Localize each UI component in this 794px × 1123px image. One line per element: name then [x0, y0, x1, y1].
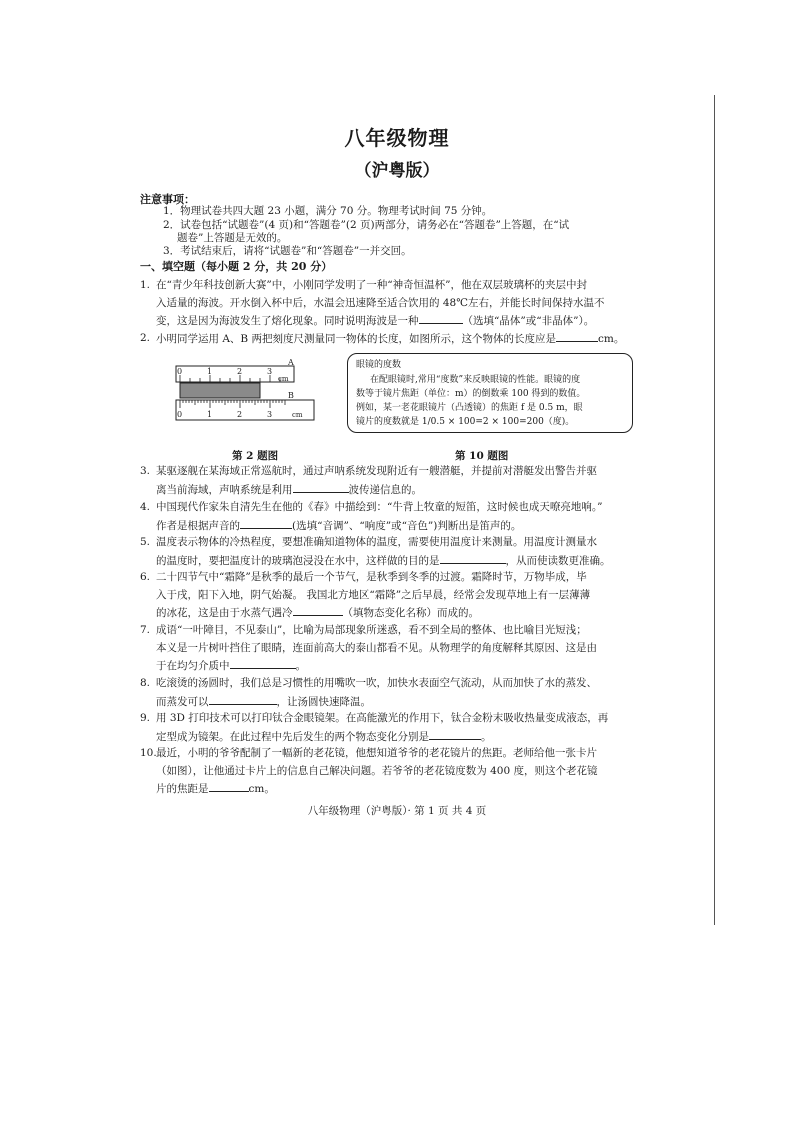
answer-blank[interactable] [440, 552, 506, 564]
question-line: 成语“一叶障目，不见泰山”，比喻为局部现象所迷惑，看不到全局的整体、也比喻目光短浅； [156, 624, 587, 636]
question-line: 离当前海域，声呐系统是利用 [156, 483, 293, 496]
question-line: 片的焦距是 [156, 783, 209, 795]
question-line: 某驱逐舰在某海域正常巡航时，通过声呐系统发现附近有一艘潜艇，并提前对潜艇发出警告并驱 [156, 465, 597, 477]
question-6 [140, 569, 700, 623]
ruler-a-tick-2: 2 [237, 367, 243, 376]
ruler-a-tick-1: 1 [207, 367, 213, 376]
notes-heading: 注意事项： [140, 193, 195, 206]
answer-blank[interactable] [293, 604, 343, 616]
page-footer: 八年级物理（沪粤版）· 第 1 页 共 4 页 [307, 805, 487, 817]
question-number: 3. [140, 465, 151, 477]
ruler-b-tick-0: 0 [177, 410, 183, 419]
question-tail: 波传递信息的。 [348, 483, 422, 496]
answer-blank[interactable] [230, 657, 296, 669]
question-line: 二十四节气中“霜降”是秋季的最后一个节气，是秋季到冬季的过渡。霜降时节，万物毕成，毕 [156, 571, 587, 583]
question-number: 4. [140, 501, 151, 513]
question-line: 中国现代作家朱自清先生在他的《春》中描绘到：“牛背上牧童的短笛，这时候也成天嘹亮地响。” [156, 501, 603, 513]
question-line: 本义是一片树叶挡住了眼睛，连面前高大的泰山都看不见。从物理学的角度解释其原因、这是由 [156, 641, 597, 654]
question-line: 变，这是因为海波发生了熔化现象。同时说明海波是一种 [156, 315, 419, 327]
ruler-figure [170, 356, 320, 428]
question-number: 8. [140, 677, 151, 689]
question-tail: （填物态变化名称）而成的。 [342, 607, 479, 619]
ruler-a-tick-0: 0 [177, 367, 183, 376]
figure-10-caption: 第 10 题图 [455, 450, 509, 462]
question-7 [140, 622, 700, 676]
question-line: 在“青少年科技创新大赛”中，小刚同学发明了一种“神奇恒温杯”，他在双层玻璃杯的夹层中封 [156, 279, 587, 291]
question-line: 小明同学运用 A、B 两把刻度尺测量同一物体的长度，如图所示，这个物体的长度应是 [156, 333, 556, 345]
page-subtitle: （沪粤版） [354, 161, 440, 181]
info-card [347, 353, 633, 433]
note-item: 3．考试结束后，请将“试题卷”和“答题卷”一并交回。 [163, 245, 412, 257]
question-tail: cm。 [248, 783, 275, 795]
ruler-a-unit: cm [278, 375, 289, 383]
ruler-a-body [176, 366, 294, 382]
question-4 [140, 499, 700, 535]
question-line: 的冰花，这是由于水蒸气遇冷 [156, 607, 293, 619]
question-8 [140, 675, 700, 711]
ruler-a-tick-3: 3 [267, 367, 273, 376]
question-line: 入于戌，阳下入地，阴气始凝。 我国北方地区“霜降”之后早晨，经常会发现草地上有一层薄薄 [156, 588, 591, 601]
note-item: 2．试卷包括“试题卷”(4 页)和“答题卷”(2 页)两部分，请务必在“答题卷”上答题，在“试 [163, 219, 570, 231]
question-tail: 。 [295, 660, 306, 672]
question-tail: (选填“音调”、“响度”或“音色”)判断出是笛声的。 [292, 519, 522, 532]
question-tail: （选填“晶体”或“非晶体”）。 [462, 315, 595, 327]
question-number: 1. [140, 279, 151, 291]
answer-blank[interactable] [429, 728, 481, 740]
question-line: 而蒸发可以 [156, 695, 209, 708]
question-number: 6. [140, 571, 151, 583]
question-line: 定型成为镜架。在此过程中先后发生的两个物态变化分别是 [156, 730, 429, 743]
answer-blank[interactable] [556, 330, 598, 342]
answer-blank[interactable] [209, 780, 249, 792]
question-3 [140, 463, 700, 499]
question-line: 温度表示物体的冷热程度，要想准确知道物体的温度，需要使用温度计来测量。用温度计测量水 [156, 536, 597, 548]
question-line: 用 3D 打印技术可以打印钛合金眼镜架。在高能激光的作用下，钛合金粉末吸收热量变成液态，再 [156, 712, 609, 724]
question-number: 2. [140, 332, 151, 344]
figure-2-caption: 第 2 题图 [232, 450, 279, 462]
ruler-b-label: B [288, 391, 294, 400]
question-line: 吃滚烫的汤圆时，我们总是习惯性的用嘴吹一吹，加快水表面空气流动，从而加快了水的蒸发、 [156, 677, 597, 689]
note-item: 1．物理试卷共四大题 23 小题，满分 70 分。物理考试时间 75 分钟。 [163, 205, 493, 217]
question-line: 入适量的海波。开水倒入杯中后，水温会迅速降至适合饮用的 48℃左右，并能长时间保持水温不 [156, 296, 605, 309]
question-10 [140, 745, 700, 799]
answer-blank[interactable] [240, 517, 292, 529]
info-card-line: 数等于镜片焦距（单位：m）的倒数乘 100 得到的数值。 [356, 389, 586, 399]
question-line: （如图），让他通过卡片上的信息自己解决问题。若爷爷的老花镜度数为 400 度，则这个老花镜 [156, 764, 598, 777]
question-2 [140, 330, 700, 349]
question-tail: cm。 [597, 333, 625, 345]
question-line: 于在均匀介质中 [156, 660, 230, 672]
question-1 [140, 277, 700, 331]
ruler-b-unit: cm [292, 411, 303, 419]
question-number: 7. [140, 624, 151, 636]
ruler-a-label: A [288, 358, 294, 367]
question-9 [140, 710, 700, 746]
question-number: 5. [140, 536, 151, 548]
question-5 [140, 534, 700, 570]
info-card-title: 眼镜的度数 [356, 360, 402, 370]
question-number: 10. [140, 747, 157, 759]
margin-line [714, 95, 715, 925]
answer-blank[interactable] [293, 481, 349, 493]
answer-blank[interactable] [419, 312, 463, 324]
info-card-line: 在配眼镜时,常用“度数”来反映眼镜的性能。眼镜的度 [370, 375, 581, 385]
question-tail: ，让汤圆快速降温。 [276, 695, 371, 708]
question-tail: 。 [481, 730, 492, 743]
answer-blank[interactable] [209, 693, 277, 705]
question-tail: ，从而使读数更准确。 [505, 554, 611, 567]
note-item: 题卷”上答题是无效的。 [177, 232, 288, 244]
ruler-b-tick-2: 2 [237, 410, 243, 419]
question-line: 的温度时，要把温度计的玻璃泡浸没在水中，这样做的目的是 [156, 554, 440, 567]
measured-object [180, 383, 260, 398]
page-title: 八年级物理 [344, 126, 450, 150]
ruler-b-tick-1: 1 [207, 410, 213, 419]
question-number: 9. [140, 712, 151, 724]
question-line: 作者是根据声音的 [156, 519, 240, 532]
info-card-line: 例如，某一老花眼镜片（凸透镜）的焦距 f 是 0.5 m，眼 [356, 403, 583, 413]
section-heading: 一、填空题（每小题 2 分，共 20 分） [140, 260, 333, 273]
info-card-line: 镜片的度数就是 1/0.5 × 100=2 × 100=200（度)。 [356, 417, 575, 427]
question-line: 最近，小明的爷爷配制了一幅新的老花镜，他想知道爷爷的老花镜片的焦距。老师给他一张卡片 [156, 747, 597, 759]
ruler-b-tick-3: 3 [267, 410, 273, 419]
